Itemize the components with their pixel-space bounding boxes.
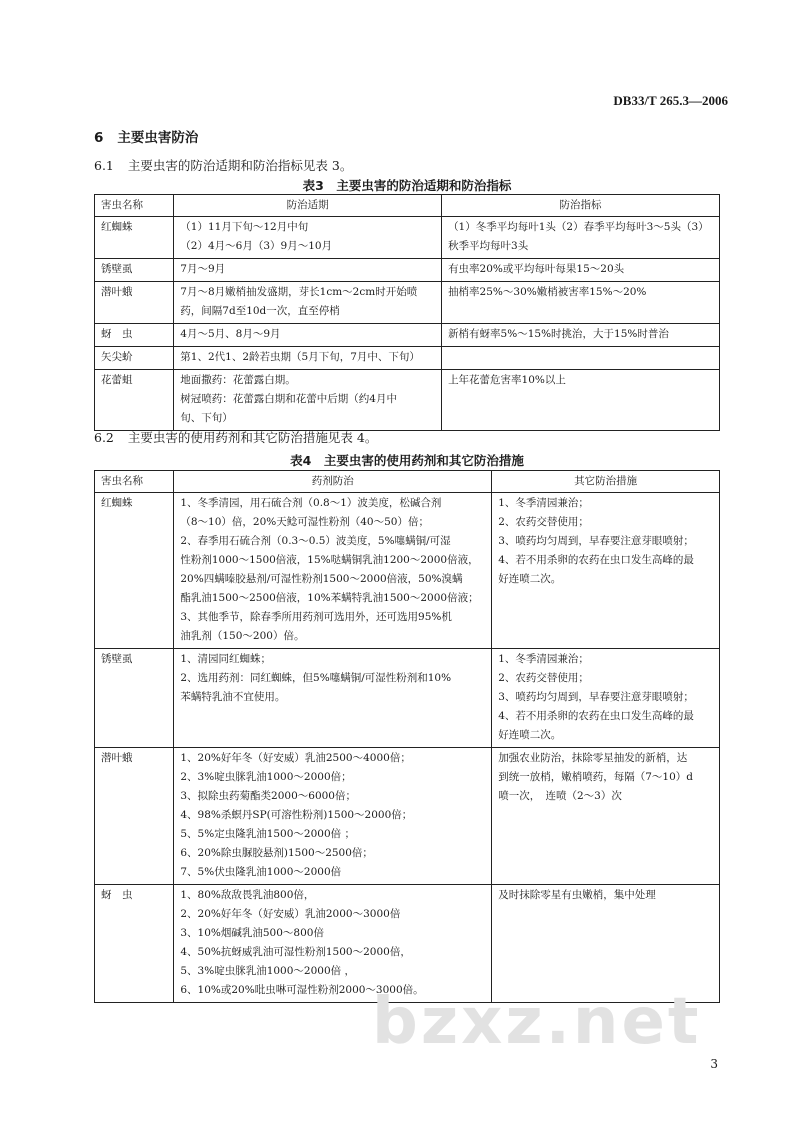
control-index-line: 有虫率20%或平均每叶每果15～20头 <box>448 263 625 275</box>
header-chemical-control: 药剂防治 <box>174 471 492 493</box>
pest-name-cell: 花蕾蛆 <box>95 370 174 431</box>
control-index-line: 秋季平均每叶3头 <box>448 240 529 252</box>
other-measures-line: 到统一放梢，嫩梢喷药，每隔（7～10）d <box>498 771 694 783</box>
chemical-control-line: 油乳剂（150～200）倍。 <box>180 630 305 642</box>
chemical-control-line: 5、5%定虫隆乳油1500～2000倍 ； <box>180 828 355 840</box>
chemical-control-line: （8～10）倍，20%天鲶可湿性粉剂（40～50）倍； <box>180 516 429 528</box>
control-period-line: （1）11月下旬～12月中旬 <box>180 221 309 233</box>
chemical-control-line: 2、选用药剂：同红蜘蛛，但5%噻螨铜/可湿性粉剂和10% <box>180 672 452 684</box>
section-heading <box>94 126 198 146</box>
table3 <box>94 194 720 431</box>
other-measures-line: 1、冬季清园兼治； <box>498 653 589 665</box>
other-measures-line: 2、农药交替使用； <box>498 672 589 684</box>
paragraph-6-2 <box>94 428 377 446</box>
other-measures-line: 1、冬季清园兼治； <box>498 497 589 509</box>
table-row <box>95 370 720 431</box>
pest-name-cell: 红蜘蛛 <box>95 217 174 259</box>
control-index-line: 新梢有蚜率5%～15%时挑治，大于15%时普治 <box>448 328 669 340</box>
control-index-line: 抽梢率25%～30%嫩梢被害率15%～20% <box>448 286 647 298</box>
control-period-line: （2）4月～6月（3）9月～10月 <box>180 240 333 252</box>
control-period-line: 7月～8月嫩梢抽发盛期，芽长1cm～2cm时开始喷 <box>180 286 418 298</box>
control-period-line: 树冠喷药：花蕾露白期和花蕾中后期（约4月中 <box>180 393 397 405</box>
chemical-control-line: 4、50%抗蚜威乳油可湿性粉剂1500～2000倍， <box>180 946 411 958</box>
control-period-cell <box>174 324 442 347</box>
other-measures-cell <box>492 493 720 649</box>
header-pest-name: 害虫名称 <box>95 195 174 217</box>
pest-name-cell: 蚜 虫 <box>95 885 174 1003</box>
header-other-measures: 其它防治措施 <box>492 471 720 493</box>
other-measures-cell <box>492 649 720 748</box>
chemical-control-line: 6、20%除虫脲胶悬剂)1500～2500倍； <box>180 847 373 859</box>
chemical-control-line: 性粉剂1000～1500倍液，15%哒螨铜乳油1200～2000倍液， <box>180 554 479 566</box>
table-row <box>95 347 720 370</box>
other-measures-line: 4、若不用杀卵的农药在虫口发生高峰的最 <box>498 710 694 722</box>
pest-name-cell: 锈壁虱 <box>95 259 174 282</box>
table-row <box>95 217 720 259</box>
control-period-line: 药，间隔7d至10d一次，直至停梢 <box>180 305 340 317</box>
header-control-index: 防治指标 <box>442 195 720 217</box>
pest-name-cell: 红蜘蛛 <box>95 493 174 649</box>
paragraph-6-1 <box>94 156 352 174</box>
control-period-cell <box>174 259 442 282</box>
control-index-cell <box>442 324 720 347</box>
control-index-line: 上年花蕾危害率10%以上 <box>448 374 566 386</box>
header-control-period: 防治适期 <box>174 195 442 217</box>
pest-name-cell: 蚜 虫 <box>95 324 174 347</box>
other-measures-line: 及时抹除零星有虫嫩梢，集中处理 <box>498 889 656 901</box>
other-measures-line: 加强农业防治，抹除零星抽发的新梢，达 <box>498 752 688 764</box>
table-row <box>95 748 720 885</box>
section-number: 6 <box>94 130 104 146</box>
table-row <box>95 493 720 649</box>
control-index-cell <box>442 370 720 431</box>
control-index-cell <box>442 259 720 282</box>
control-period-cell <box>174 370 442 431</box>
table-header-row <box>95 195 720 217</box>
chemical-control-line: 3、拟除虫药菊酯类2000～6000倍； <box>180 790 356 802</box>
header-pest-name: 害虫名称 <box>95 471 174 493</box>
chemical-control-cell <box>174 493 492 649</box>
chemical-control-line: 苯螨特乳油不宜使用。 <box>180 691 286 703</box>
paragraph-number: 6.2 <box>94 430 114 445</box>
table-header-row <box>95 471 720 493</box>
chemical-control-line: 3、10%烟碱乳油500～800倍 <box>180 927 324 939</box>
other-measures-line: 2、农药交替使用； <box>498 516 589 528</box>
chemical-control-line: 7、5%伏虫隆乳油1000～2000倍 <box>180 866 342 878</box>
other-measures-cell <box>492 748 720 885</box>
chemical-control-line: 2、20%好年冬（好安威）乳油2000～3000倍 <box>180 908 401 920</box>
pest-name-cell: 锈壁虱 <box>95 649 174 748</box>
control-index-cell <box>442 217 720 259</box>
other-measures-line: 好连喷二次。 <box>498 573 562 585</box>
paragraph-number: 6.1 <box>94 158 114 173</box>
table4 <box>94 470 720 1003</box>
chemical-control-line: 20%四螨嗪胶悬剂/可湿性粉剂1500～2000倍液，50%溴螨 <box>180 573 463 585</box>
control-index-cell <box>442 347 720 370</box>
chemical-control-line: 3、其他季节，除春季所用药剂可选用外，还可选用95%机 <box>180 611 452 623</box>
chemical-control-cell <box>174 649 492 748</box>
chemical-control-line: 5、3%啶虫脒乳油1000～2000倍 ， <box>180 965 355 977</box>
control-period-cell <box>174 217 442 259</box>
table-row <box>95 259 720 282</box>
control-period-line: 4月～5月、8月～9月 <box>180 328 281 340</box>
pest-name-cell: 潜叶蛾 <box>95 748 174 885</box>
table-row <box>95 649 720 748</box>
other-measures-line: 喷一次， 连喷（2～3）次 <box>498 790 622 802</box>
table-row <box>95 282 720 324</box>
chemical-control-line: 1、清园同红蜘蛛； <box>180 653 272 665</box>
chemical-control-line: 2、3%啶虫脒乳油1000～2000倍； <box>180 771 352 783</box>
other-measures-line: 好连喷二次。 <box>498 729 562 741</box>
chemical-control-line: 1、80%敌敌畏乳油800倍， <box>180 889 315 901</box>
table3-caption: 表3 主要虫害的防治适期和防治指标 <box>302 178 512 193</box>
chemical-control-line: 6、10%或20%吡虫啉可湿性粉剂2000～3000倍。 <box>180 984 424 996</box>
table4-caption: 表4 主要虫害的使用药剂和其它防治措施 <box>290 453 524 468</box>
chemical-control-line: 1、冬季清园，用石硫合剂（0.8～1）波美度，松碱合剂 <box>180 497 442 509</box>
control-period-line: 7月～9月 <box>180 263 226 275</box>
control-index-cell <box>442 282 720 324</box>
other-measures-line: 3、喷药均匀周到，早春要注意芽眼喷射； <box>498 535 694 547</box>
paragraph-text: 主要虫害的使用药剂和其它防治措施见表 4。 <box>127 430 378 445</box>
watermark: bzxz.net <box>372 985 702 1059</box>
control-index-line: （1）冬季平均每叶1头（2）春季平均每叶3～5头（3） <box>448 221 709 233</box>
other-measures-line: 3、喷药均匀周到，早春要注意芽眼喷射； <box>498 691 694 703</box>
control-period-line: 第1、2代1、2龄若虫期（5月下旬，7月中、下旬） <box>180 351 420 363</box>
chemical-control-line: 4、98%杀螟丹SP(可溶性粉剂)1500～2000倍； <box>180 809 413 821</box>
paragraph-text: 主要虫害的防治适期和防治指标见表 3。 <box>127 158 353 173</box>
control-period-cell <box>174 347 442 370</box>
chemical-control-line: 酯乳油1500～2500倍液，10%苯螨特乳油1500～2000倍液； <box>180 592 479 604</box>
page-number: 3 <box>710 1057 718 1071</box>
chemical-control-cell <box>174 748 492 885</box>
control-period-cell <box>174 282 442 324</box>
pest-name-cell: 潜叶蛾 <box>95 282 174 324</box>
chemical-control-line: 2、春季用石硫合剂（0.3～0.5）波美度，5%噻螨铜/可湿 <box>180 535 451 547</box>
control-period-line: 旬、下旬） <box>180 412 233 424</box>
section-title: 主要虫害防治 <box>117 130 199 146</box>
table-row <box>95 324 720 347</box>
chemical-control-line: 1、20%好年冬（好安威）乳油2500～4000倍； <box>180 752 411 764</box>
control-period-line: 地面撒药：花蕾露白期。 <box>180 374 296 386</box>
pest-name-cell: 矢尖蚧 <box>95 347 174 370</box>
other-measures-line: 4、若不用杀卵的农药在虫口发生高峰的最 <box>498 554 694 566</box>
standard-number: DB33/T 265.3—2006 <box>613 93 728 108</box>
